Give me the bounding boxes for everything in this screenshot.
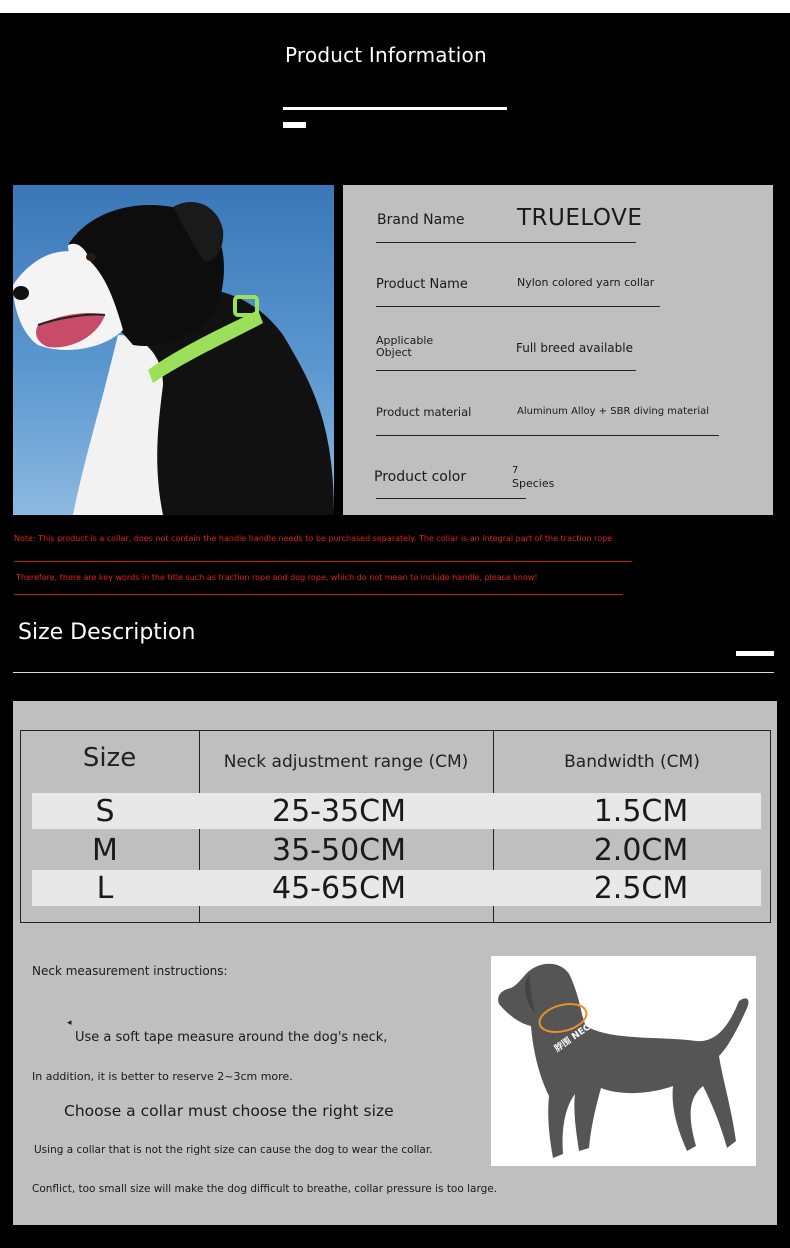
neck-diagram	[491, 956, 756, 1166]
product-name-rule	[376, 306, 660, 307]
product-color-rule	[376, 498, 526, 499]
product-material-value: Aluminum Alloy + SBR diving material	[517, 406, 710, 417]
size-accent-block	[736, 651, 774, 656]
row-s-neck: 25-35CM	[271, 794, 406, 829]
product-color-count: 7	[512, 465, 519, 476]
row-m-size: M	[92, 833, 118, 868]
row-l-size: L	[96, 871, 114, 906]
size-description-title: Size Description	[18, 620, 196, 645]
product-color-label: Product color	[374, 469, 467, 485]
neck-choose: Choose a collar must choose the right size	[64, 1102, 394, 1120]
brand-name-value: TRUELOVE	[517, 205, 643, 231]
applicable-object-label: Applicable Object	[376, 334, 434, 359]
dog-photo	[13, 185, 334, 515]
neck-diagram-label: 脖围 NECK	[552, 1018, 599, 1055]
title-underline	[283, 107, 507, 110]
dog-silhouette-icon	[491, 956, 756, 1166]
size-title-underline	[13, 672, 774, 673]
arrow-icon: ◂	[67, 1018, 72, 1028]
brand-rule	[376, 242, 636, 243]
product-color-unit: Species	[512, 477, 555, 490]
row-m-neck: 35-50CM	[271, 833, 406, 868]
header-neck-range: Neck adjustment range (CM)	[223, 752, 469, 772]
note-rule-1	[14, 561, 632, 562]
neck-step: Use a soft tape measure around the dog's neck,	[75, 1030, 388, 1045]
neck-warning-2: Conflict, too small size will make the dog difficult to breathe, collar pressure is too large.	[32, 1183, 498, 1195]
note-line-1: Note: This product is a collar, does not contain the handle handle needs to be purchased separately. The collar is an integral part of the traction rope	[14, 534, 613, 543]
product-information-title: Product Information	[285, 43, 487, 67]
note-rule-2	[14, 594, 623, 595]
row-l-band: 2.5CM	[593, 871, 689, 906]
neck-heading: Neck measurement instructions:	[32, 964, 228, 978]
product-name-value: Nylon colored yarn collar	[517, 276, 655, 289]
header-bandwidth: Bandwidth (CM)	[564, 752, 700, 772]
row-l-neck: 45-65CM	[271, 871, 406, 906]
applicable-object-rule	[376, 370, 636, 371]
dog-photo-illustration	[13, 185, 334, 515]
row-s-size: S	[95, 794, 115, 829]
neck-warning-1: Using a collar that is not the right size can cause the dog to wear the collar.	[34, 1144, 433, 1156]
note-line-2: Therefore, there are key words in the title such as traction rope and dog rope, which do not mean to include handle, please know!	[16, 573, 538, 582]
brand-name-label: Brand Name	[377, 212, 465, 228]
product-material-rule	[376, 435, 719, 436]
neck-reserve: In addition, it is better to reserve 2~3cm more.	[32, 1070, 293, 1083]
row-m-band: 2.0CM	[593, 833, 689, 868]
title-accent-block	[283, 122, 306, 128]
header-size: Size	[82, 743, 137, 773]
applicable-object-value: Full breed available	[516, 341, 633, 355]
product-name-label: Product Name	[376, 277, 468, 292]
top-strip	[0, 0, 790, 13]
product-material-label: Product material	[376, 405, 472, 419]
row-s-band: 1.5CM	[593, 794, 689, 829]
